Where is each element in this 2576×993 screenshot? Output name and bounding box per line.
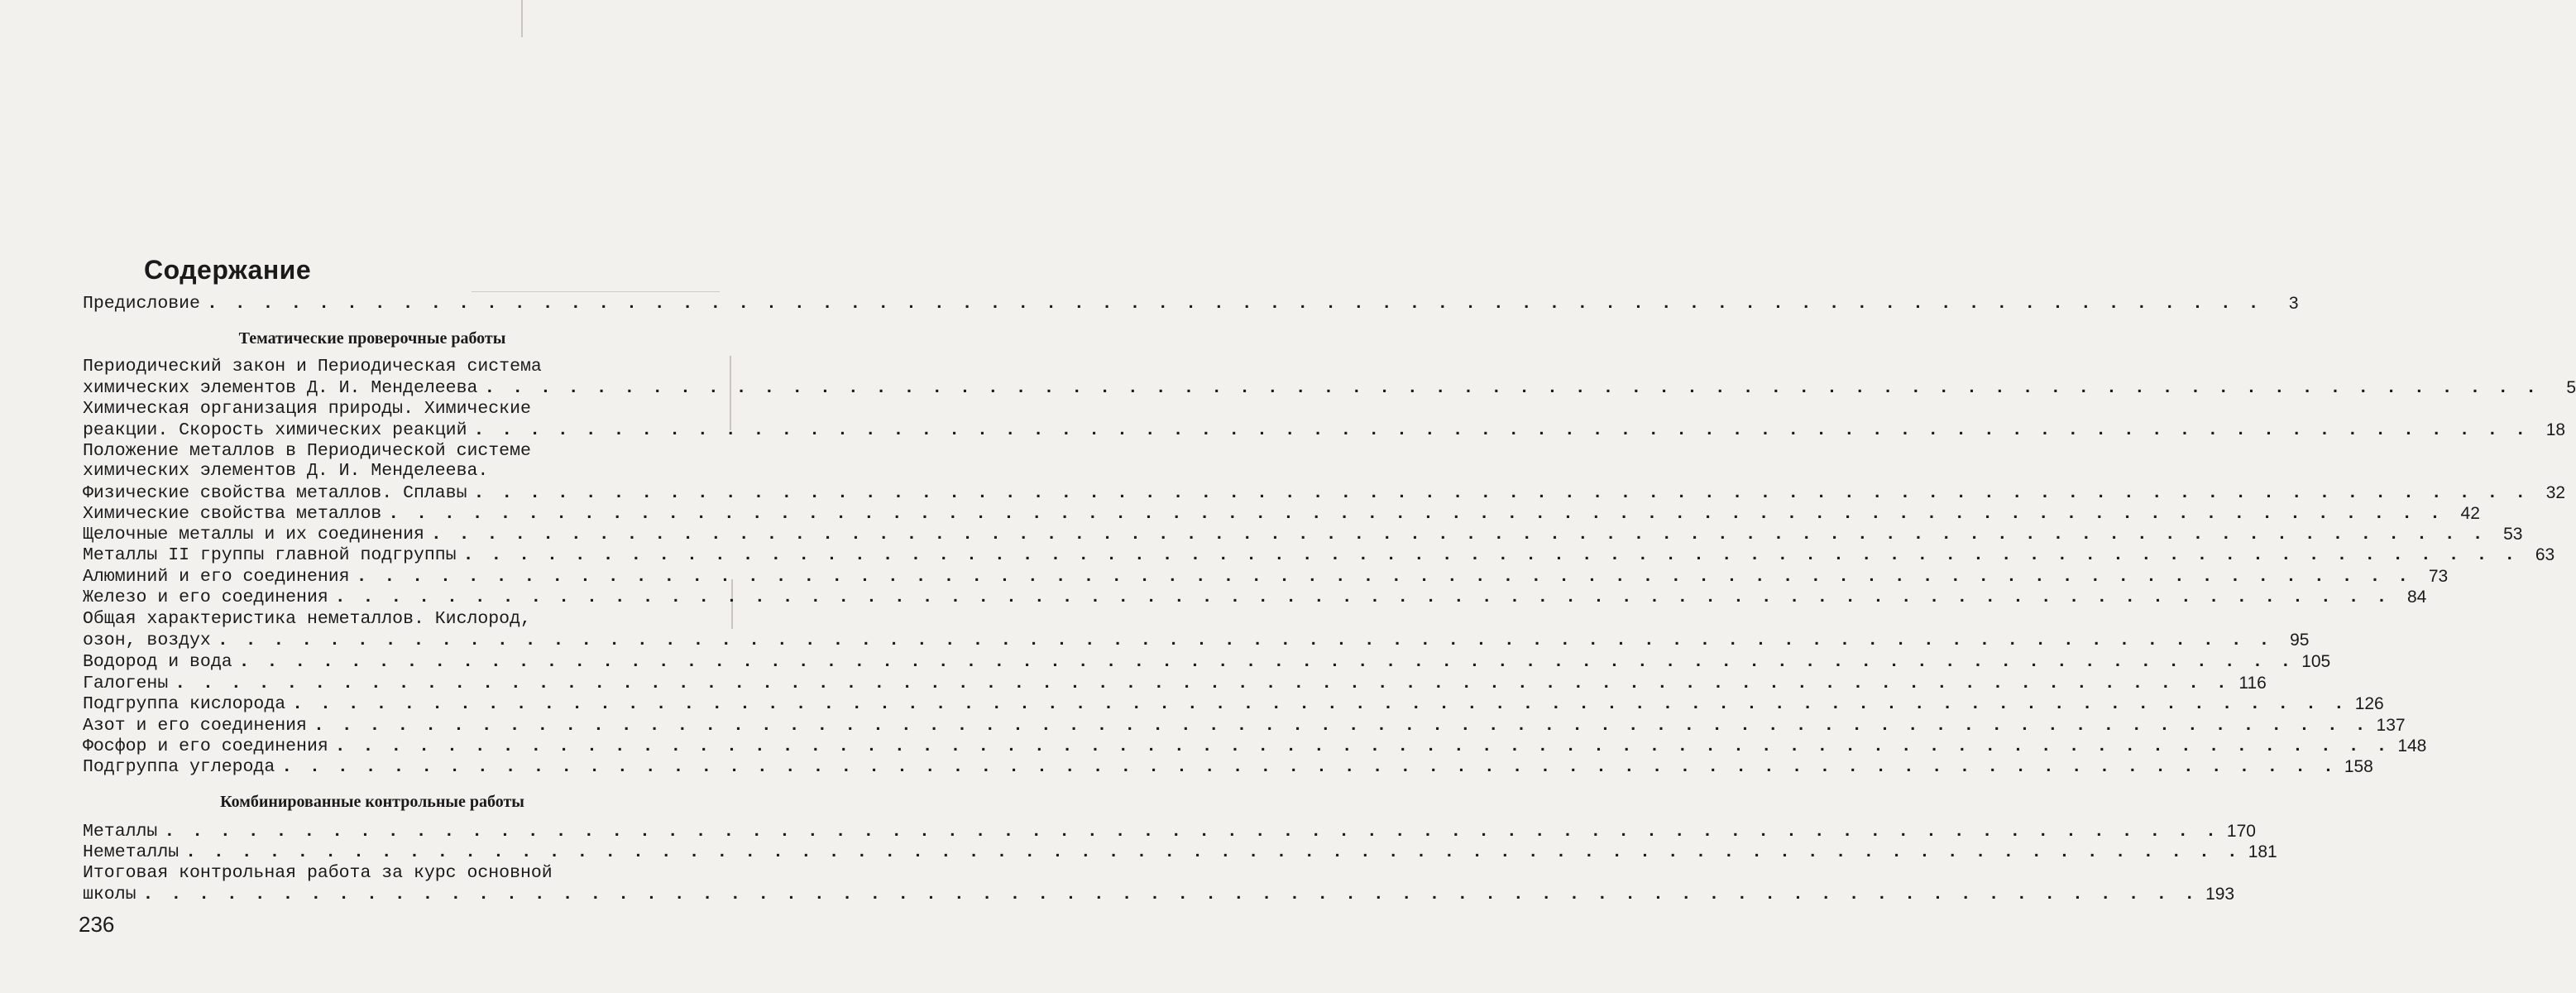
- toc-entry-title: Предисловие: [83, 294, 200, 314]
- toc-page-number: 3: [2288, 294, 2299, 313]
- dot-leader: . . . . . . . . . . . . . . . . . . . . . . . . . . . . . . . . . . . . . . . . . . . . . . . . . . . . . . . . . . . . . . . . . . . . . . . . . .: [313, 716, 2369, 736]
- dot-leader: . . . . . . . . . . . . . . . . . . . . . . . . . . . . . . . . . . . . . . . . . . . . . . . . . . . . . . . . . . . . . . . . . . . . . . . . . .: [484, 378, 2540, 398]
- toc-entry-halogens: [83, 671, 2267, 694]
- toc-entry-title: Подгруппа кислорода: [83, 694, 286, 714]
- dot-leader: . . . . . . . . . . . . . . . . . . . . . . . . . . . . . . . . . . . . . . . . . . . . . . . . . . . . . . . . . . . . . . . . . . . . . . . . . .: [430, 525, 2487, 544]
- toc-entry-title: Подгруппа углерода: [83, 757, 275, 777]
- toc-entry-line: Положение металлов в Периодической системе: [83, 441, 531, 461]
- toc-page-number: 193: [2205, 885, 2235, 904]
- toc-page-number: 53: [2503, 525, 2523, 544]
- dot-leader: . . . . . . . . . . . . . . . . . . . . . . . . . . . . . . . . . . . . . . . . . . . . . . . . . . . . . . . . . . . . . . . . . . . . . . . . . .: [175, 674, 2230, 693]
- toc-entry-metals: [83, 819, 2256, 842]
- toc-page-number: 126: [2354, 694, 2384, 713]
- dot-leader: . . . . . . . . . . . . . . . . . . . . . . . . . . . . . . . . . . . . . . . . . . . . . . . . . . . . . . . . . . . . . . . . . . . . . . . . . .: [185, 842, 2241, 862]
- toc-entry-line: Химическая организация природы. Химические: [83, 399, 531, 419]
- dot-leader: . . . . . . . . . . . . . . . . . . . . . . . . . . . . . . . . . . . . . . . . . . . . . . . . . . . . . . . . . . . . . . . . . . . . . . . . . .: [462, 545, 2519, 565]
- toc-entry-title: Железо и его соединения: [83, 588, 328, 607]
- toc-entry-title: Водород и вода: [83, 652, 232, 672]
- dot-leader: . . . . . . . . . . . . . . . . . . . . . . . . . . . . . . . . . . . . . . . . . . . . . . . . . . . . . . . . . . . . . . . . . . . . . . . . . .: [281, 757, 2337, 777]
- dot-leader: . . . . . . . . . . . . . . . . . . . . . . . . . . . . . . . . . . . . . . . . . . . . . . . . . . . . . . . . . . . . . . . . . . . . . . . . . .: [473, 420, 2530, 440]
- toc-entry-title: Физические свойства металлов. Сплавы: [83, 483, 467, 503]
- toc-page-number: 158: [2344, 757, 2373, 776]
- dot-leader: . . . . . . . . . . . . . . . . . . . . . . . . . . . . . . . . . . . . . . . . . . . . . . . . . . . . . . . . . . . . . . . . . . . . . . . . . .: [217, 631, 2273, 650]
- toc-entry-title: школы: [83, 885, 136, 904]
- dot-leader: . . . . . . . . . . . . . . . . . . . . . . . . . . . . . . . . . . . . . . . . . . . . . . . . . . . . . . . . . . . . . . . . . . . . . . . . . .: [142, 885, 2199, 904]
- toc-entry-title: Щелочные металлы и их соединения: [83, 525, 424, 544]
- dot-leader: . . . . . . . . . . . . . . . . . . . . . . . . . . . . . . . . . . . . . . . . . . . . . . . . . . . . . . . . . . . . . . . . . . . . . . . . . .: [238, 652, 2295, 672]
- page-number: 236: [79, 912, 115, 937]
- toc-page-number: 32: [2545, 483, 2566, 502]
- toc-entry-title: Металлы: [83, 822, 158, 842]
- toc-entry-title: химических элементов Д. И. Менделеева: [83, 378, 478, 398]
- page-edge-mark: [521, 0, 523, 37]
- toc-entry-title: Азот и его соединения: [83, 716, 307, 736]
- toc-page-number: 148: [2397, 736, 2427, 756]
- toc-entry-title: Металлы II группы главной подгруппы: [83, 545, 457, 565]
- dot-leader: . . . . . . . . . . . . . . . . . . . . . . . . . . . . . . . . . . . . . . . . . . . . . . . . . . . . . . . . . . . . . . . . . . . . . . . . . .: [473, 483, 2530, 503]
- toc-entry-title: Химические свойства металлов: [83, 504, 382, 524]
- toc-entry-nonmetals-test: [83, 840, 2277, 863]
- toc-entry-title: Фосфор и его соединения: [83, 736, 328, 756]
- toc-page-number: 116: [2238, 674, 2267, 693]
- toc-entry-aluminum: [83, 564, 2449, 588]
- dot-leader: . . . . . . . . . . . . . . . . . . . . . . . . . . . . . . . . . . . . . . . . . . . . . . . . . . . . . . . . . . . . . . . . . . . . . . . . . .: [206, 294, 2262, 314]
- toc-page-number: 63: [2535, 545, 2555, 564]
- toc-page-number: 181: [2248, 842, 2277, 861]
- dot-leader: . . . . . . . . . . . . . . . . . . . . . . . . . . . . . . . . . . . . . . . . . . . . . . . . . . . . . . . . . . . . . . . . . . . . . . . . . .: [292, 694, 2348, 714]
- toc-entry-line: химических элементов Д. И. Менделеева.: [83, 461, 489, 481]
- toc-entry-iron: [83, 585, 2427, 608]
- toc-entry-title: реакции. Скорость химических реакций: [83, 420, 467, 440]
- toc-page-number: 137: [2376, 716, 2406, 735]
- dot-leader: . . . . . . . . . . . . . . . . . . . . . . . . . . . . . . . . . . . . . . . . . . . . . . . . . . . . . . . . . . . . . . . . . . . . . . . . . .: [356, 567, 2412, 587]
- toc-entry-line: Общая характеристика неметаллов. Кислород,: [83, 609, 531, 629]
- toc-entry-group2: [83, 543, 2555, 566]
- toc-page-number: 170: [2226, 822, 2256, 841]
- page-title: Содержание: [144, 255, 312, 285]
- toc-entry-periodic: [83, 376, 2576, 399]
- toc-entry-title: озон, воздух: [83, 631, 211, 650]
- dot-leader: . . . . . . . . . . . . . . . . . . . . . . . . . . . . . . . . . . . . . . . . . . . . . . . . . . . . . . . . . . . . . . . . . . . . . . . . . .: [334, 588, 2391, 607]
- toc-entry-phosphorus: [83, 734, 2427, 757]
- toc-entry-chemical: [83, 501, 2480, 525]
- toc-entry-alkali: [83, 522, 2523, 545]
- toc-page-number: 42: [2460, 504, 2480, 523]
- toc-page-number: 5: [2566, 378, 2576, 397]
- toc-entry-preface: [83, 291, 2299, 314]
- toc-page-number: 95: [2290, 631, 2310, 650]
- toc-entry-nonmetals: [83, 628, 2310, 651]
- toc-entry-line: Периодический закон и Периодическая система: [83, 357, 542, 377]
- toc-page-number: 84: [2407, 588, 2427, 607]
- dot-leader: . . . . . . . . . . . . . . . . . . . . . . . . . . . . . . . . . . . . . . . . . . . . . . . . . . . . . . . . . . . . . . . . . . . . . . . . . .: [334, 736, 2391, 756]
- section-heading-combined: Комбинированные контрольные работы: [220, 793, 524, 811]
- dot-leader: . . . . . . . . . . . . . . . . . . . . . . . . . . . . . . . . . . . . . . . . . . . . . . . . . . . . . . . . . . . . . . . . . . . . . . . . . .: [164, 822, 2219, 842]
- toc-entry-hydrogen: [83, 650, 2331, 673]
- toc-entry-title: Алюминий и его соединения: [83, 567, 350, 587]
- toc-entry-organization: [83, 418, 2566, 441]
- toc-entry-final: [83, 882, 2235, 905]
- toc-page-number: 18: [2545, 420, 2566, 439]
- toc-page-number: 73: [2428, 567, 2449, 586]
- dot-leader: . . . . . . . . . . . . . . . . . . . . . . . . . . . . . . . . . . . . . . . . . . . . . . . . . . . . . . . . . . . . . . . . . . . . . . . . . .: [388, 504, 2444, 524]
- section-heading-thematic: Тематические проверочные работы: [238, 329, 506, 348]
- toc-entry-physical: [83, 481, 2566, 504]
- toc-entry-title: Неметаллы: [83, 842, 180, 862]
- toc-entry-carbon-group: [83, 755, 2373, 778]
- toc-entry-title: Галогены: [83, 674, 169, 693]
- toc-entry-line: Итоговая контрольная работа за курс основной: [83, 863, 553, 883]
- toc-entry-nitrogen: [83, 713, 2406, 736]
- toc-entry-oxygen-group: [83, 692, 2384, 715]
- toc-page-number: 105: [2301, 652, 2331, 671]
